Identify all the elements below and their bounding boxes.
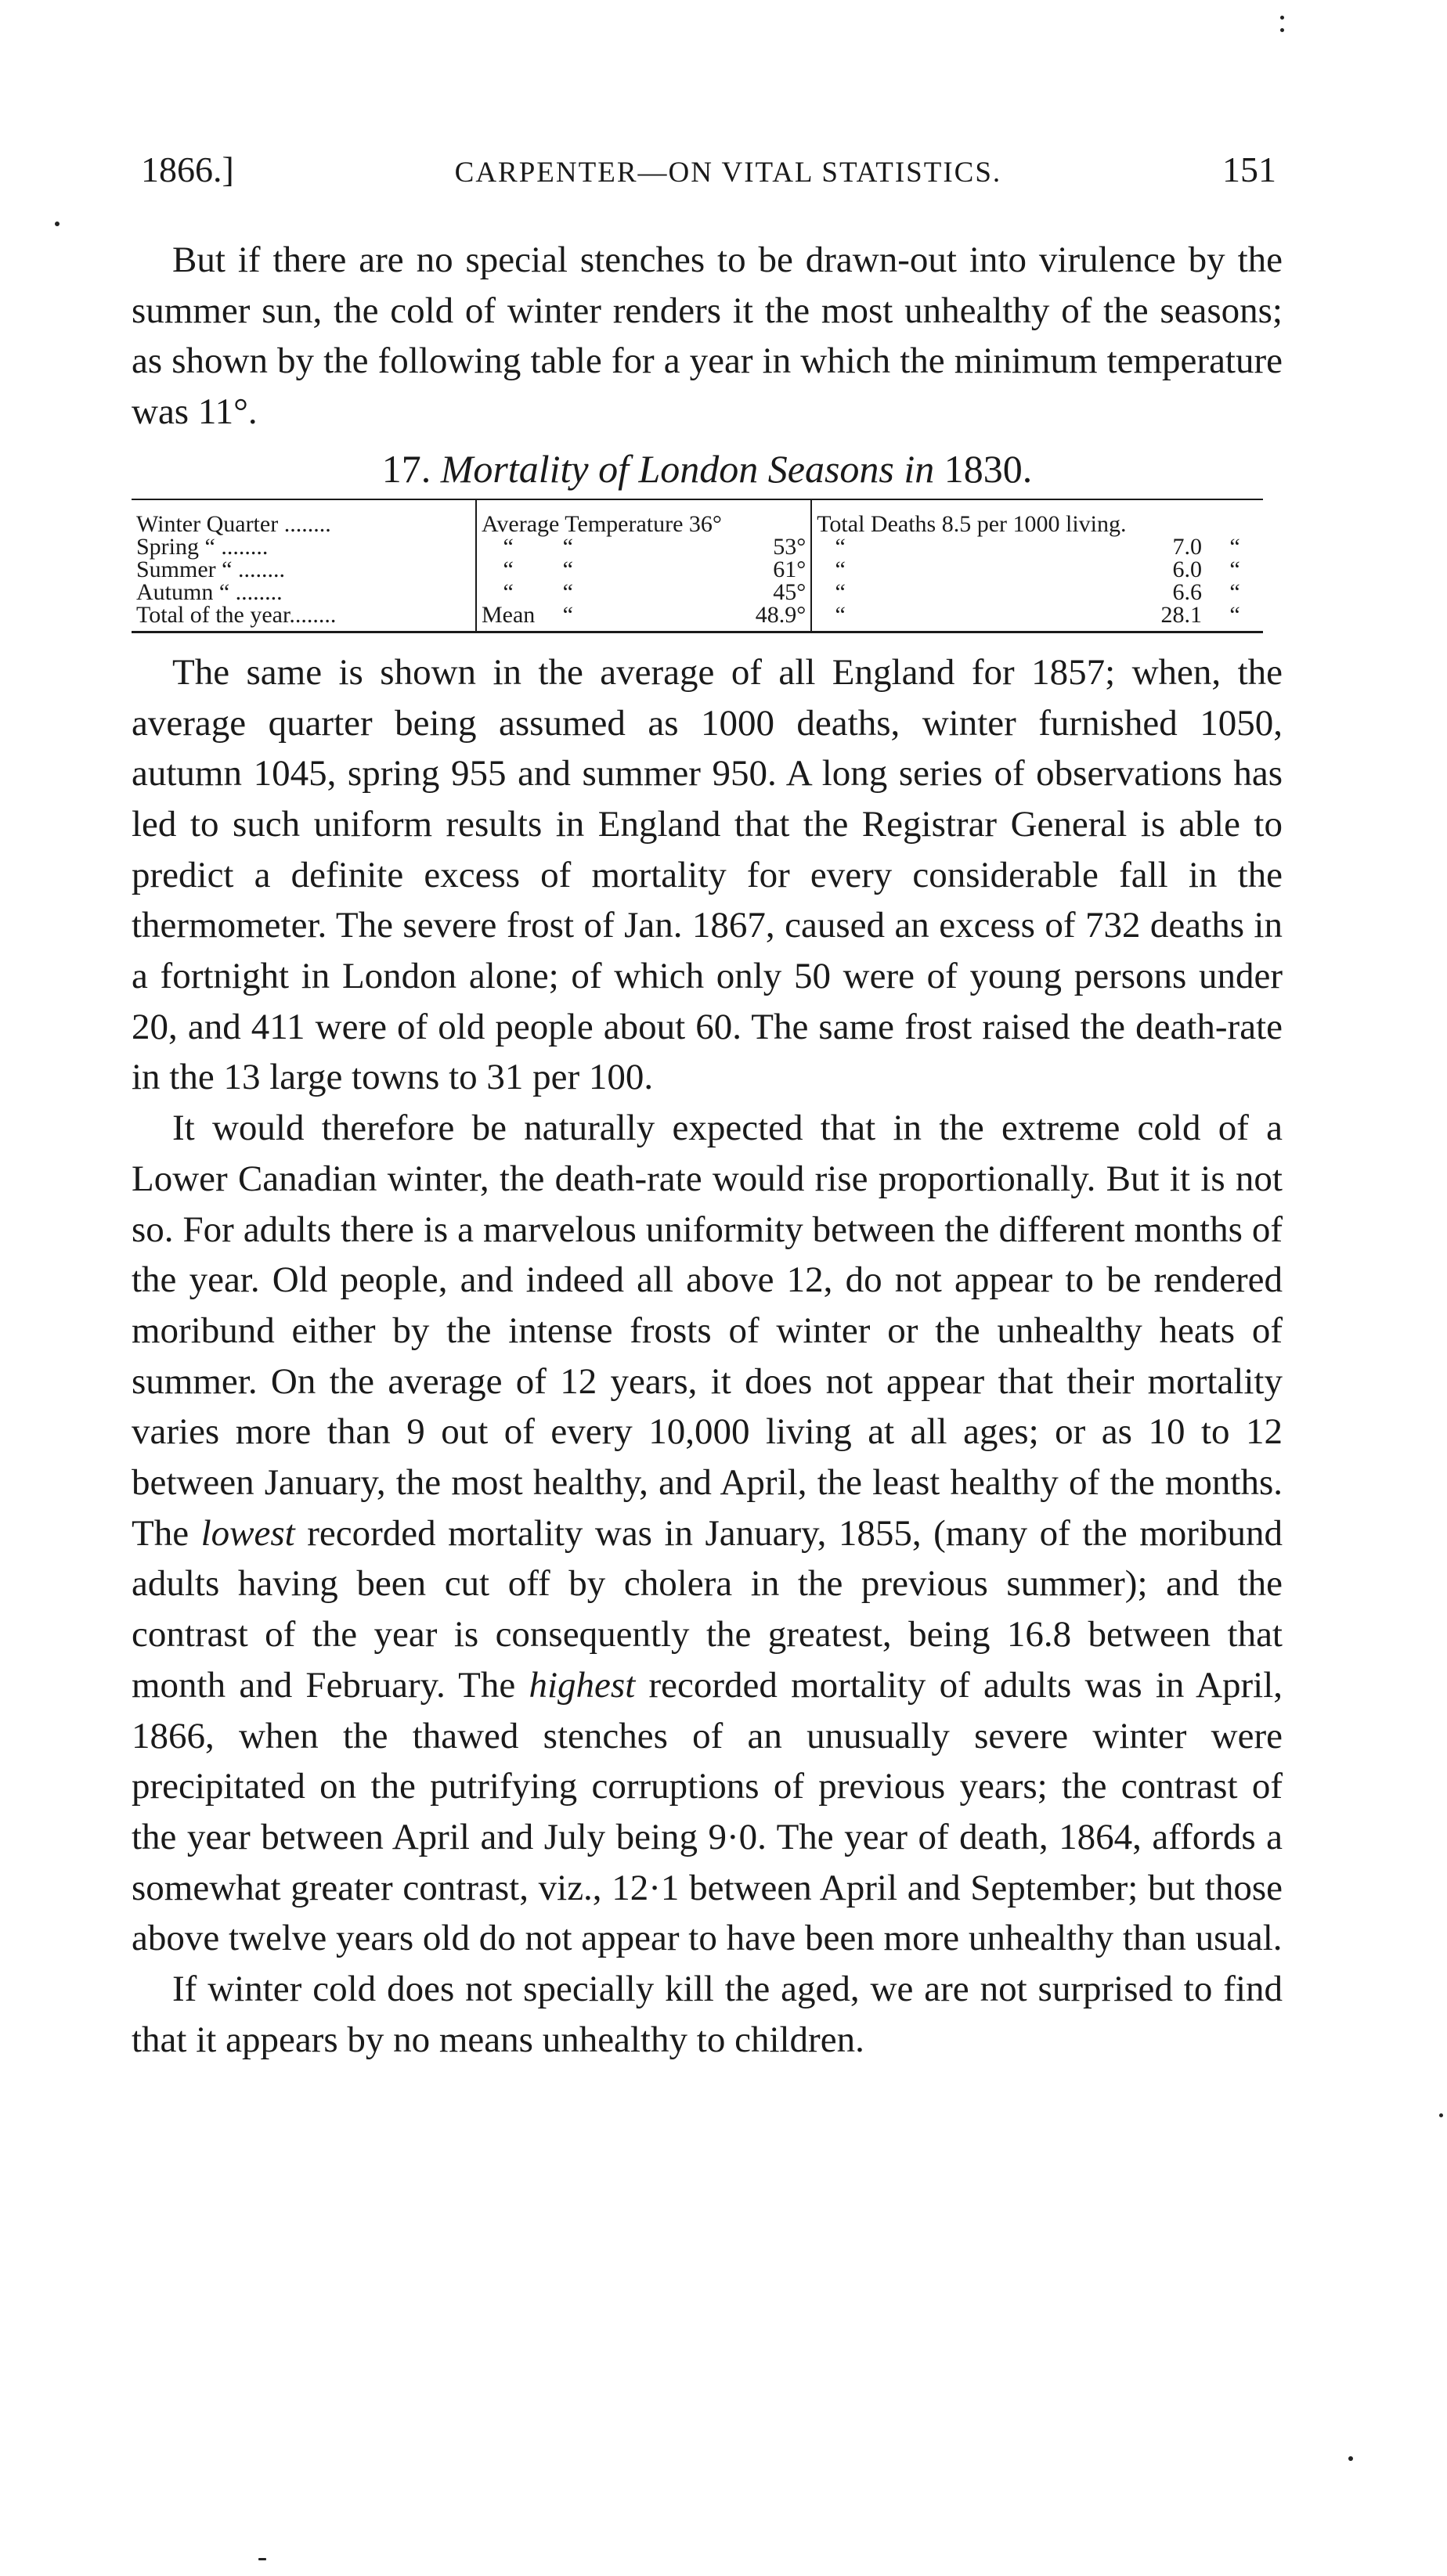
ditto-mark: “ (476, 581, 539, 603)
mean-label: Mean (476, 603, 539, 632)
paragraph-3-text: It would therefore be naturally expected that in the extreme cold of a Lower Canadian winter, the death-rate would rise proportionally. But it is not so. For adults there is a marvelous uniformity between the different months of the year. Old people, and indeed all above 12, do not appear to be rendered moribund either by the intense frosts of winter or the unhealthy heats of summer. On the average of 12 years, it does not appear that their mortality varies more than 9 out of every 10,000 living at all ages; or as 10 to 12 between January, the most healthy, and April, the least healthy of the months. The (132, 1108, 1283, 1554)
emphasis-highest: highest (529, 1664, 636, 1706)
table-row (132, 499, 1263, 535)
ditto-mark: “ (1229, 578, 1240, 605)
ditto-mark: “ (835, 556, 846, 582)
running-head (141, 149, 1276, 204)
ditto-mark: “ (562, 533, 573, 560)
paragraph-3-text: recorded mortality of adults was in April, 1866, when the thawed stenches of an unusually severe winter were precipitated on the putrifying corruptions of previous years; the contrast of the year between April and July being 9·0. The year of death, 1864, affords a somewhat greater contrast, viz., 12·1 between April and September; but those above twelve years old do not appear to have been more unhealthy than usual. (132, 1664, 1283, 1959)
ditto-mark: “ (835, 578, 846, 605)
print-speck (55, 222, 60, 226)
table-title: Mortality of London Seasons in (440, 446, 935, 491)
table-number: 17. (381, 446, 431, 491)
season-cell: Winter Quarter ........ (136, 510, 331, 537)
table-row (132, 535, 1263, 558)
mortality-table (132, 499, 1263, 633)
print-speck (1439, 2113, 1443, 2117)
print-speck (1348, 2456, 1353, 2461)
ditto-mark: “ (562, 578, 573, 605)
deaths-value: 28.1 (1160, 601, 1202, 628)
ditto-mark: “ (1229, 556, 1240, 582)
paragraph-4: If winter cold does not specially kill the aged, we are not surprised to find that it appears by no means unhealthy to children. (132, 1969, 1283, 2060)
table-year: 1830. (944, 446, 1033, 491)
table-row (132, 603, 1263, 632)
paragraph-1: But if there are no special stenches to be drawn-out into virulence by the summer sun, the cold of winter renders it the most unhealthy of the seasons; as shown by the following table for a year in which the minimum temperature was 11°. (132, 240, 1283, 433)
ditto-mark: “ (835, 601, 846, 628)
table-heading (132, 441, 1283, 497)
paragraph-3 (132, 1103, 1283, 1964)
deaths-value: 6.0 (1172, 556, 1202, 582)
ditto-mark: “ (835, 533, 846, 560)
emphasis-lowest: lowest (200, 1512, 295, 1554)
temperature-value: 48.9° (596, 603, 811, 632)
temperature-value: 53° (596, 535, 811, 558)
page-number: 151 (1221, 150, 1276, 189)
header-title: CARPENTER—ON VITAL STATISTICS. (454, 157, 1002, 189)
header-year: 1866.] (141, 150, 234, 189)
deaths-value: 7.0 (1172, 533, 1202, 560)
season-cell: Spring “ ........ (136, 533, 269, 560)
ditto-mark: “ (562, 601, 573, 628)
temperature-value: 45° (596, 581, 811, 603)
print-speck (1280, 28, 1284, 32)
table-row (132, 581, 1263, 603)
ditto-mark: “ (476, 535, 539, 558)
paragraph-2: The same is shown in the average of all England for 1857; when, the average quarter being assumed as 1000 deaths, winter furnished 1050, autumn 1045, spring 955 and summer 950. A long series of observations has led to such uniform results in England that the Registrar General is able to predict a definite excess of mortality for every considerable fall in the thermometer. The severe frost of Jan. 1867, caused an excess of 732 deaths in a fortnight in London alone; of which only 50 were of young persons under 20, and 411 were of old people about 60. The same frost raised the death-rate in the 13 large towns to 31 per 100. (132, 651, 1283, 1098)
print-speck (258, 2558, 266, 2560)
temperature-value: 61° (596, 558, 811, 581)
table-row (132, 558, 1263, 581)
ditto-mark: “ (476, 558, 539, 581)
season-cell: Total of the year........ (136, 601, 337, 628)
paragraph-3-text: recorded mortality was in January, 1855, (many of the moribund adults having been cut off by cholera in the previous summer); and the contrast of the year is consequently the greatest, being 16.8 between that month and February. The (132, 1512, 1283, 1706)
season-cell: Summer “ ........ (136, 556, 285, 582)
temperature-cell: Average Temperature 36° (476, 499, 811, 535)
print-speck (1280, 16, 1284, 20)
ditto-mark: “ (1229, 601, 1240, 628)
deaths-cell: Total Deaths 8.5 per 1000 living. (817, 510, 1127, 537)
deaths-value: 6.6 (1172, 578, 1202, 605)
ditto-mark: “ (562, 556, 573, 582)
season-cell: Autumn “ ........ (136, 578, 283, 605)
ditto-mark: “ (1229, 533, 1240, 560)
body-text (132, 235, 1283, 2066)
